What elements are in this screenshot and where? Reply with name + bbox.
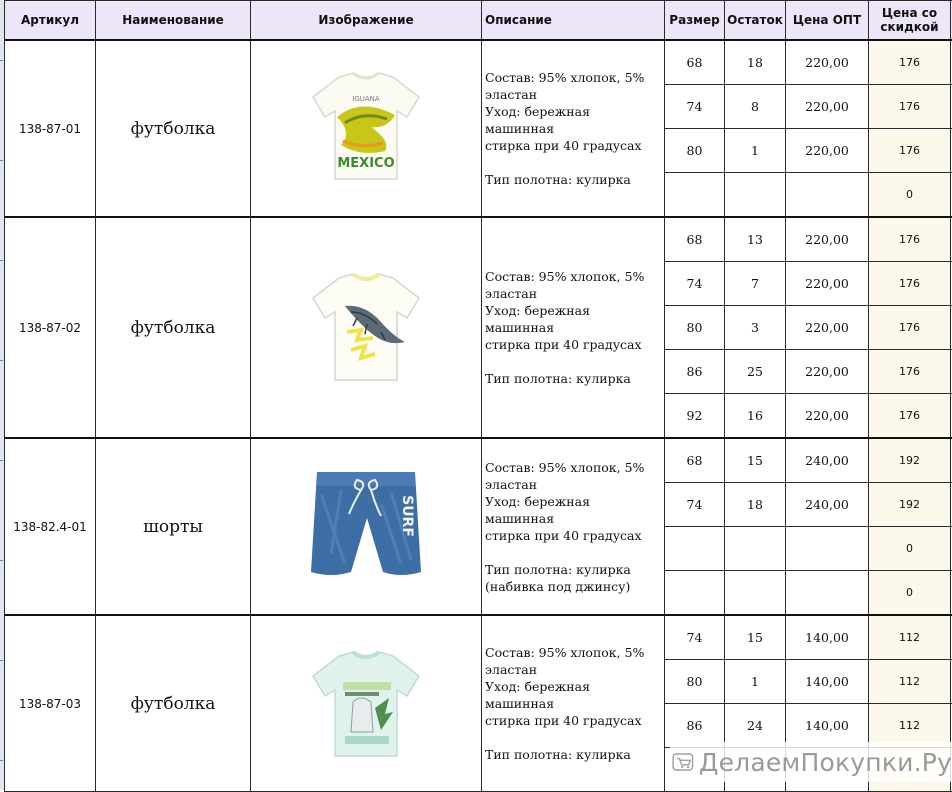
price-cell[interactable]: 220,00 <box>786 85 869 129</box>
discount-cell[interactable]: 176 <box>869 394 951 439</box>
price-cell[interactable] <box>786 173 869 218</box>
size-cell[interactable]: 80 <box>665 129 725 173</box>
col-image: Изображение <box>251 1 482 41</box>
size-cell[interactable]: 68 <box>665 438 725 483</box>
desc-line: Уход: бережная машинная <box>485 302 661 336</box>
size-cell[interactable]: 68 <box>665 217 725 262</box>
price-cell[interactable]: 220,00 <box>786 306 869 350</box>
desc-line: Состав: 95% хлопок, 5% <box>485 644 661 661</box>
desc-line: стирка при 40 градусах <box>485 137 661 154</box>
desc-line: Тип полотна: кулирка <box>485 370 661 387</box>
stock-cell[interactable]: 1 <box>725 660 786 704</box>
price-cell[interactable]: 220,00 <box>786 40 869 85</box>
col-discount: Цена со скидкой <box>869 1 951 41</box>
discount-cell[interactable]: 112 <box>869 615 951 660</box>
table-row <box>5 615 952 660</box>
price-cell[interactable]: 240,00 <box>786 438 869 483</box>
stock-cell[interactable]: 3 <box>725 306 786 350</box>
discount-cell[interactable]: 176 <box>869 350 951 394</box>
price-cell[interactable] <box>786 571 869 616</box>
discount-cell[interactable]: 176 <box>869 306 951 350</box>
discount-cell[interactable]: 0 <box>869 173 951 218</box>
desc-line: Тип полотна: кулирка <box>485 746 661 763</box>
denim-shorts-surf-icon <box>301 464 431 586</box>
image-cell[interactable] <box>251 40 482 217</box>
desc-line: стирка при 40 градусах <box>485 527 661 544</box>
discount-cell[interactable]: 176 <box>869 262 951 306</box>
stock-cell[interactable]: 7 <box>725 262 786 306</box>
description-cell[interactable] <box>482 40 665 217</box>
size-cell[interactable]: 86 <box>665 704 725 748</box>
col-size: Размер <box>665 1 725 41</box>
desc-line: Уход: бережная машинная <box>485 493 661 527</box>
desc-line: эластан <box>485 661 661 678</box>
stock-cell[interactable]: 18 <box>725 483 786 527</box>
size-cell[interactable]: 68 <box>665 40 725 85</box>
stock-cell[interactable]: 25 <box>725 350 786 394</box>
desc-line: стирка при 40 градусах <box>485 712 661 729</box>
name-cell[interactable]: футболка <box>96 217 251 438</box>
stock-cell[interactable]: 24 <box>725 704 786 748</box>
discount-cell[interactable]: 192 <box>869 483 951 527</box>
svg-text:IGUANA: IGUANA <box>352 95 380 103</box>
tshirt-mint-print-icon <box>301 642 431 762</box>
article-cell[interactable]: 138-87-03 <box>5 615 96 792</box>
size-cell[interactable]: 80 <box>665 306 725 350</box>
discount-cell[interactable]: 176 <box>869 129 951 173</box>
discount-cell[interactable]: 192 <box>869 438 951 483</box>
discount-cell[interactable]: 0 <box>869 571 951 616</box>
desc-line: Тип полотна: кулирка <box>485 171 661 188</box>
svg-text:MEXICO: MEXICO <box>337 156 394 171</box>
stock-cell[interactable]: 16 <box>725 394 786 439</box>
desc-line: Тип полотна: кулирка <box>485 561 661 578</box>
image-cell[interactable] <box>251 615 482 792</box>
discount-cell[interactable]: 176 <box>869 217 951 262</box>
discount-cell[interactable]: 176 <box>869 40 951 85</box>
size-cell[interactable] <box>665 173 725 218</box>
size-cell[interactable]: 92 <box>665 394 725 439</box>
desc-line: эластан <box>485 476 661 493</box>
image-cell[interactable] <box>251 217 482 438</box>
col-name: Наименование <box>96 1 251 41</box>
article-cell[interactable]: 138-82.4-01 <box>5 438 96 615</box>
price-cell[interactable]: 220,00 <box>786 129 869 173</box>
desc-line: Состав: 95% хлопок, 5% <box>485 268 661 285</box>
tshirt-iguana-mexico-icon <box>301 67 431 187</box>
price-cell[interactable]: 240,00 <box>786 483 869 527</box>
price-table <box>4 0 952 792</box>
desc-line: стирка при 40 градусах <box>485 336 661 353</box>
stock-cell[interactable] <box>725 571 786 616</box>
stock-cell[interactable]: 15 <box>725 615 786 660</box>
size-cell[interactable] <box>665 527 725 571</box>
name-cell[interactable]: футболка <box>96 40 251 217</box>
price-cell[interactable]: 220,00 <box>786 217 869 262</box>
stock-cell[interactable]: 8 <box>725 85 786 129</box>
price-cell[interactable]: 220,00 <box>786 262 869 306</box>
stock-cell[interactable]: 13 <box>725 217 786 262</box>
discount-cell[interactable]: 112 <box>869 704 951 748</box>
desc-line: Уход: бережная машинная <box>485 678 661 712</box>
description-cell[interactable] <box>482 615 665 792</box>
stock-cell[interactable]: 1 <box>725 129 786 173</box>
price-cell[interactable] <box>786 527 869 571</box>
desc-line: Уход: бережная машинная <box>485 103 661 137</box>
image-cell[interactable] <box>251 438 482 615</box>
size-cell[interactable]: 74 <box>665 483 725 527</box>
price-cell[interactable]: 140,00 <box>786 704 869 748</box>
price-cell[interactable]: 220,00 <box>786 394 869 439</box>
discount-cell[interactable]: 112 <box>869 660 951 704</box>
discount-cell[interactable]: 0 <box>869 527 951 571</box>
col-stock: Остаток <box>725 1 786 41</box>
stock-cell[interactable]: 18 <box>725 40 786 85</box>
stock-cell[interactable] <box>725 173 786 218</box>
desc-line: эластан <box>485 86 661 103</box>
price-cell[interactable]: 140,00 <box>786 615 869 660</box>
stock-cell[interactable] <box>725 527 786 571</box>
site-watermark <box>670 742 952 782</box>
discount-cell[interactable]: 176 <box>869 85 951 129</box>
desc-line: (набивка под джинсу) <box>485 578 661 595</box>
watermark-text: ДелаемПокупки.Ру <box>699 748 952 777</box>
desc-line: эластан <box>485 285 661 302</box>
desc-line: Состав: 95% хлопок, 5% <box>485 459 661 476</box>
description-cell[interactable] <box>482 438 665 615</box>
size-cell[interactable]: 74 <box>665 615 725 660</box>
table-row <box>5 40 952 85</box>
col-article: Артикул <box>5 1 96 41</box>
price-cell[interactable]: 220,00 <box>786 350 869 394</box>
name-cell[interactable]: футболка <box>96 615 251 792</box>
header-row <box>5 1 952 41</box>
article-cell[interactable]: 138-87-02 <box>5 217 96 438</box>
table-row <box>5 217 952 262</box>
description-cell[interactable] <box>482 217 665 438</box>
col-description: Описание <box>482 1 665 41</box>
size-cell[interactable]: 74 <box>665 262 725 306</box>
name-cell[interactable]: шорты <box>96 438 251 615</box>
table-row <box>5 438 952 483</box>
article-cell[interactable]: 138-87-01 <box>5 40 96 217</box>
col-price: Цена ОПТ <box>786 1 869 41</box>
size-cell[interactable]: 74 <box>665 85 725 129</box>
stock-cell[interactable]: 15 <box>725 438 786 483</box>
size-cell[interactable]: 86 <box>665 350 725 394</box>
size-cell[interactable] <box>665 571 725 616</box>
desc-line: Состав: 95% хлопок, 5% <box>485 69 661 86</box>
tshirt-lizard-icon <box>301 266 431 386</box>
svg-text:SURF: SURF <box>399 495 415 537</box>
price-cell[interactable]: 140,00 <box>786 660 869 704</box>
size-cell[interactable]: 80 <box>665 660 725 704</box>
shopping-cart-icon <box>672 744 695 780</box>
